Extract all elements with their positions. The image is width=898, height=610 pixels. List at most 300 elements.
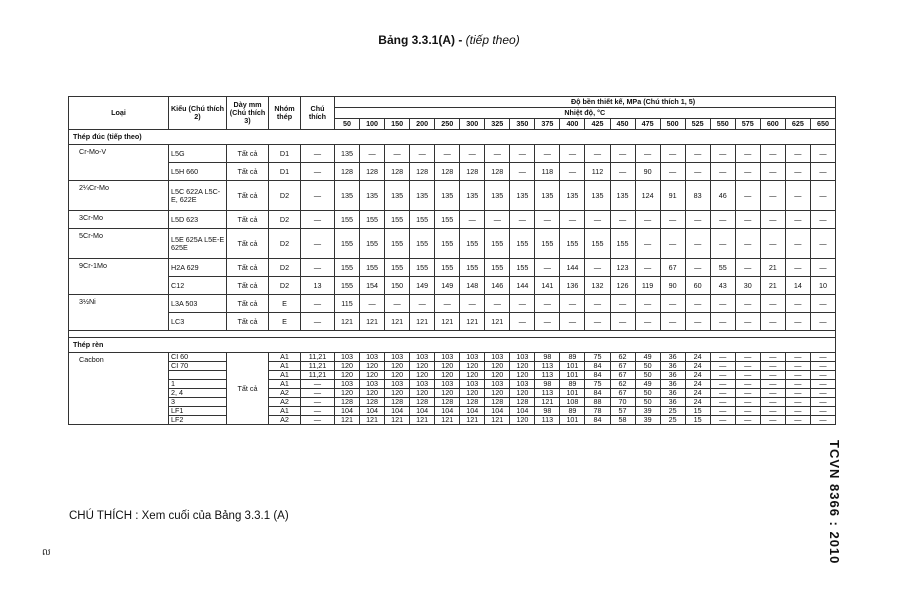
strength-value: — bbox=[460, 211, 485, 229]
strength-value: 24 bbox=[685, 353, 710, 362]
grade-label: 3Cr-Mo bbox=[69, 211, 169, 229]
strength-value: — bbox=[635, 145, 660, 163]
strength-value: — bbox=[810, 353, 835, 362]
strength-value: 155 bbox=[385, 229, 410, 259]
strength-value: 50 bbox=[635, 389, 660, 398]
strength-value: — bbox=[585, 313, 610, 331]
strength-value: — bbox=[610, 211, 635, 229]
strength-value: 128 bbox=[335, 163, 360, 181]
strength-value: 24 bbox=[685, 362, 710, 371]
strength-value: — bbox=[760, 295, 785, 313]
strength-value: — bbox=[460, 295, 485, 313]
strength-value: 103 bbox=[410, 353, 435, 362]
note-cell: 11,21 bbox=[301, 353, 335, 362]
temp-header: 475 bbox=[635, 119, 660, 130]
strength-value: — bbox=[810, 163, 835, 181]
strength-value: 104 bbox=[435, 407, 460, 416]
col-nhiet-do: Nhiệt độ, °C bbox=[335, 108, 836, 119]
strength-value: — bbox=[385, 145, 410, 163]
kieu-cell bbox=[169, 371, 227, 380]
strength-value: 75 bbox=[585, 353, 610, 362]
grade-label: 3½Ni bbox=[69, 295, 169, 331]
strength-value: 150 bbox=[385, 277, 410, 295]
strength-value: 84 bbox=[585, 371, 610, 380]
strength-value: 90 bbox=[660, 277, 685, 295]
kieu-cell: CI 60 bbox=[169, 353, 227, 362]
group-cell: D2 bbox=[269, 211, 301, 229]
strength-value: — bbox=[660, 145, 685, 163]
note-cell: — bbox=[301, 163, 335, 181]
strength-value: 101 bbox=[560, 371, 585, 380]
strength-value: — bbox=[685, 145, 710, 163]
strength-value: 10 bbox=[810, 277, 835, 295]
strength-value: 135 bbox=[435, 181, 460, 211]
strength-value: — bbox=[785, 362, 810, 371]
strength-value: 121 bbox=[410, 313, 435, 331]
strength-value: 120 bbox=[460, 362, 485, 371]
strength-value: — bbox=[785, 181, 810, 211]
section-row bbox=[69, 338, 836, 353]
strength-value: 120 bbox=[385, 362, 410, 371]
strength-value: 15 bbox=[685, 407, 710, 416]
strength-value: 128 bbox=[435, 163, 460, 181]
strength-value: — bbox=[535, 313, 560, 331]
strength-value: 155 bbox=[510, 229, 535, 259]
strength-value: 50 bbox=[635, 362, 660, 371]
thickness-cell: Tất cả bbox=[227, 313, 269, 331]
strength-value: 84 bbox=[585, 389, 610, 398]
table-row bbox=[69, 259, 836, 277]
strength-value: 83 bbox=[685, 181, 710, 211]
strength-value: 121 bbox=[410, 416, 435, 425]
group-cell: A1 bbox=[269, 371, 301, 380]
strength-value: — bbox=[785, 145, 810, 163]
kieu-cell: LF1 bbox=[169, 407, 227, 416]
strength-value: 121 bbox=[460, 313, 485, 331]
strength-value: — bbox=[510, 295, 535, 313]
thickness-cell: Tất cả bbox=[227, 163, 269, 181]
strength-value: 155 bbox=[335, 277, 360, 295]
group-cell: D2 bbox=[269, 229, 301, 259]
col-kieu: Kiểu (Chú thích 2) bbox=[169, 97, 227, 130]
strength-value: 108 bbox=[560, 398, 585, 407]
strength-value: — bbox=[785, 407, 810, 416]
temp-header: 100 bbox=[360, 119, 385, 130]
strength-value: 67 bbox=[660, 259, 685, 277]
strength-value: 120 bbox=[485, 362, 510, 371]
strength-value: 36 bbox=[660, 353, 685, 362]
strength-value: — bbox=[535, 211, 560, 229]
strength-value: — bbox=[760, 163, 785, 181]
strength-value: 128 bbox=[410, 163, 435, 181]
strength-value: 121 bbox=[435, 416, 460, 425]
strength-value: — bbox=[635, 295, 660, 313]
strength-value: 36 bbox=[660, 362, 685, 371]
strength-value: 30 bbox=[735, 277, 760, 295]
strength-value: 128 bbox=[510, 398, 535, 407]
temp-header: 425 bbox=[585, 119, 610, 130]
strength-value: 25 bbox=[660, 407, 685, 416]
strength-value: — bbox=[810, 398, 835, 407]
strength-value: 84 bbox=[585, 416, 610, 425]
strength-value: — bbox=[785, 295, 810, 313]
strength-value: 155 bbox=[385, 211, 410, 229]
strength-value: 112 bbox=[585, 163, 610, 181]
strength-value: 103 bbox=[335, 380, 360, 389]
strength-value: — bbox=[635, 229, 660, 259]
strength-value: 144 bbox=[560, 259, 585, 277]
strength-value: 120 bbox=[385, 389, 410, 398]
strength-value: 155 bbox=[335, 211, 360, 229]
strength-value: 155 bbox=[410, 229, 435, 259]
note-cell: — bbox=[301, 145, 335, 163]
strength-value: 62 bbox=[610, 380, 635, 389]
strength-value: 67 bbox=[610, 371, 635, 380]
strength-value: — bbox=[735, 181, 760, 211]
strength-value: — bbox=[410, 145, 435, 163]
strength-value: 104 bbox=[360, 407, 385, 416]
strength-value: 155 bbox=[435, 229, 460, 259]
note-cell: — bbox=[301, 389, 335, 398]
strength-value: 121 bbox=[435, 313, 460, 331]
group-cell: A2 bbox=[269, 398, 301, 407]
strength-value: — bbox=[785, 389, 810, 398]
strength-value: — bbox=[735, 407, 760, 416]
strength-value: 24 bbox=[685, 398, 710, 407]
strength-value: — bbox=[510, 163, 535, 181]
kieu-cell: L5H 660 bbox=[169, 163, 227, 181]
strength-value: 55 bbox=[710, 259, 735, 277]
strength-value: — bbox=[660, 229, 685, 259]
kieu-cell: 1 bbox=[169, 380, 227, 389]
group-cell: A2 bbox=[269, 389, 301, 398]
strength-value: — bbox=[710, 145, 735, 163]
strength-value: 89 bbox=[560, 407, 585, 416]
strength-value: — bbox=[635, 211, 660, 229]
strength-value: 36 bbox=[660, 380, 685, 389]
strength-value: 120 bbox=[410, 371, 435, 380]
strength-value: 128 bbox=[460, 398, 485, 407]
strength-value: — bbox=[735, 398, 760, 407]
strength-value: 155 bbox=[560, 229, 585, 259]
strength-value: 155 bbox=[585, 229, 610, 259]
strength-value: 120 bbox=[485, 389, 510, 398]
strength-value: — bbox=[760, 371, 785, 380]
strength-value: — bbox=[710, 416, 735, 425]
table-row bbox=[69, 295, 836, 313]
group-cell: D1 bbox=[269, 163, 301, 181]
strength-value: — bbox=[810, 211, 835, 229]
col-do-ben: Độ bền thiết kế, MPa (Chú thích 1, 5) bbox=[335, 97, 836, 108]
strength-value: — bbox=[535, 145, 560, 163]
strength-value: 121 bbox=[385, 416, 410, 425]
strength-value: — bbox=[785, 163, 810, 181]
strength-value: 91 bbox=[660, 181, 685, 211]
group-cell: A2 bbox=[269, 416, 301, 425]
strength-value: 119 bbox=[635, 277, 660, 295]
strength-value: 120 bbox=[335, 389, 360, 398]
note-cell: 11,21 bbox=[301, 362, 335, 371]
strength-value: 124 bbox=[635, 181, 660, 211]
temp-header: 150 bbox=[385, 119, 410, 130]
col-loai: Loại bbox=[69, 97, 169, 130]
strength-value: 120 bbox=[460, 389, 485, 398]
strength-value: — bbox=[785, 353, 810, 362]
strength-value: 104 bbox=[385, 407, 410, 416]
temp-header: 200 bbox=[410, 119, 435, 130]
note-cell: — bbox=[301, 398, 335, 407]
strength-value: 103 bbox=[435, 380, 460, 389]
design-strength-table bbox=[68, 96, 836, 425]
table-row bbox=[69, 181, 836, 211]
strength-value: 128 bbox=[385, 163, 410, 181]
strength-value: — bbox=[735, 229, 760, 259]
strength-value: — bbox=[760, 353, 785, 362]
strength-value: 50 bbox=[635, 371, 660, 380]
strength-value: 24 bbox=[685, 380, 710, 389]
strength-value: 21 bbox=[760, 259, 785, 277]
strength-value: 135 bbox=[460, 181, 485, 211]
table-title bbox=[0, 33, 898, 47]
table-row bbox=[69, 407, 836, 416]
strength-value: 135 bbox=[385, 181, 410, 211]
table-row bbox=[69, 389, 836, 398]
strength-value: 103 bbox=[335, 353, 360, 362]
strength-value: 120 bbox=[510, 416, 535, 425]
strength-value: 60 bbox=[685, 277, 710, 295]
strength-value: — bbox=[710, 371, 735, 380]
group-cell: A1 bbox=[269, 380, 301, 389]
strength-value: 88 bbox=[585, 398, 610, 407]
strength-value: 155 bbox=[335, 259, 360, 277]
note-cell: — bbox=[301, 407, 335, 416]
strength-value: 120 bbox=[435, 371, 460, 380]
strength-value: 120 bbox=[510, 371, 535, 380]
strength-value: — bbox=[585, 295, 610, 313]
strength-value: 101 bbox=[560, 416, 585, 425]
strength-value: — bbox=[360, 295, 385, 313]
strength-value: 155 bbox=[410, 259, 435, 277]
strength-value: — bbox=[360, 145, 385, 163]
strength-value: 149 bbox=[435, 277, 460, 295]
temp-header: 400 bbox=[560, 119, 585, 130]
grade-label: Cr-Mo-V bbox=[69, 145, 169, 181]
strength-value: 103 bbox=[460, 353, 485, 362]
temp-header: 625 bbox=[785, 119, 810, 130]
strength-value: — bbox=[435, 295, 460, 313]
title-sub: (tiếp theo) bbox=[465, 33, 520, 47]
strength-value: 104 bbox=[510, 407, 535, 416]
strength-value: — bbox=[560, 145, 585, 163]
strength-value: — bbox=[810, 416, 835, 425]
strength-value: — bbox=[810, 389, 835, 398]
strength-value: 132 bbox=[585, 277, 610, 295]
strength-value: 120 bbox=[435, 362, 460, 371]
strength-value: — bbox=[685, 295, 710, 313]
strength-value: 136 bbox=[560, 277, 585, 295]
strength-value: 103 bbox=[460, 380, 485, 389]
strength-value: 155 bbox=[485, 229, 510, 259]
spacer-row bbox=[69, 331, 836, 338]
strength-value: 90 bbox=[635, 163, 660, 181]
section-title: Thép rèn bbox=[69, 338, 836, 353]
grade-label: Cacbon bbox=[69, 353, 169, 425]
strength-value: 121 bbox=[335, 416, 360, 425]
standard-code: TCVN 8366 : 2010 bbox=[827, 440, 842, 565]
strength-value: — bbox=[560, 211, 585, 229]
strength-value: — bbox=[585, 145, 610, 163]
strength-value: — bbox=[760, 313, 785, 331]
kieu-cell: C12 bbox=[169, 277, 227, 295]
strength-value: — bbox=[560, 313, 585, 331]
col-day: Dày mm (Chú thích 3) bbox=[227, 97, 269, 130]
strength-value: — bbox=[685, 313, 710, 331]
note-cell: — bbox=[301, 259, 335, 277]
temp-header: 300 bbox=[460, 119, 485, 130]
strength-value: — bbox=[660, 211, 685, 229]
strength-value: 67 bbox=[610, 362, 635, 371]
strength-value: — bbox=[785, 211, 810, 229]
table-body bbox=[69, 130, 836, 425]
note-cell: — bbox=[301, 295, 335, 313]
strength-value: 120 bbox=[460, 371, 485, 380]
temp-header: 350 bbox=[510, 119, 535, 130]
strength-value: 75 bbox=[585, 380, 610, 389]
strength-value: 101 bbox=[560, 389, 585, 398]
strength-value: 120 bbox=[410, 362, 435, 371]
strength-value: 135 bbox=[335, 145, 360, 163]
strength-value: — bbox=[685, 259, 710, 277]
strength-value: 98 bbox=[535, 353, 560, 362]
strength-value: 120 bbox=[485, 371, 510, 380]
strength-value: 135 bbox=[585, 181, 610, 211]
temp-header: 325 bbox=[485, 119, 510, 130]
strength-value: — bbox=[535, 295, 560, 313]
strength-value: — bbox=[710, 313, 735, 331]
strength-value: 128 bbox=[385, 398, 410, 407]
strength-value: 155 bbox=[360, 229, 385, 259]
strength-value: — bbox=[710, 389, 735, 398]
group-cell: D1 bbox=[269, 145, 301, 163]
group-cell: A1 bbox=[269, 353, 301, 362]
note-cell: — bbox=[301, 211, 335, 229]
kieu-cell: 2, 4 bbox=[169, 389, 227, 398]
strength-value: — bbox=[810, 380, 835, 389]
strength-value: 128 bbox=[485, 163, 510, 181]
strength-value: 121 bbox=[460, 416, 485, 425]
strength-value: 104 bbox=[335, 407, 360, 416]
strength-value: 24 bbox=[685, 371, 710, 380]
strength-value: 128 bbox=[485, 398, 510, 407]
strength-value: — bbox=[660, 163, 685, 181]
strength-value: 89 bbox=[560, 380, 585, 389]
strength-value: 128 bbox=[360, 163, 385, 181]
strength-value: 113 bbox=[535, 371, 560, 380]
note-cell: — bbox=[301, 229, 335, 259]
strength-value: 155 bbox=[385, 259, 410, 277]
page-mark: ល bbox=[42, 547, 51, 557]
strength-value: — bbox=[785, 313, 810, 331]
table-row bbox=[69, 353, 836, 362]
strength-value: 121 bbox=[335, 313, 360, 331]
strength-value: 103 bbox=[410, 380, 435, 389]
strength-value: — bbox=[760, 398, 785, 407]
strength-value: 36 bbox=[660, 371, 685, 380]
strength-value: 58 bbox=[610, 416, 635, 425]
strength-value: 149 bbox=[410, 277, 435, 295]
strength-value: — bbox=[585, 211, 610, 229]
group-cell: A1 bbox=[269, 362, 301, 371]
strength-value: 155 bbox=[360, 211, 385, 229]
table-row bbox=[69, 229, 836, 259]
strength-value: 39 bbox=[635, 407, 660, 416]
strength-value: 128 bbox=[410, 398, 435, 407]
table-row bbox=[69, 398, 836, 407]
strength-value: 141 bbox=[535, 277, 560, 295]
strength-value: 121 bbox=[535, 398, 560, 407]
strength-value: 154 bbox=[360, 277, 385, 295]
temp-header: 575 bbox=[735, 119, 760, 130]
strength-value: — bbox=[735, 295, 760, 313]
strength-value: — bbox=[710, 407, 735, 416]
temp-header: 525 bbox=[685, 119, 710, 130]
strength-value: 101 bbox=[560, 362, 585, 371]
strength-value: 128 bbox=[435, 398, 460, 407]
strength-value: 146 bbox=[485, 277, 510, 295]
table-row bbox=[69, 277, 836, 295]
strength-value: — bbox=[785, 416, 810, 425]
kieu-cell: 3 bbox=[169, 398, 227, 407]
thickness-cell: Tất cả bbox=[227, 145, 269, 163]
strength-value: 120 bbox=[335, 371, 360, 380]
strength-value: — bbox=[685, 229, 710, 259]
strength-value: — bbox=[710, 353, 735, 362]
strength-value: 103 bbox=[485, 380, 510, 389]
strength-value: 98 bbox=[535, 407, 560, 416]
strength-value: 104 bbox=[410, 407, 435, 416]
strength-value: — bbox=[760, 145, 785, 163]
strength-value: 155 bbox=[335, 229, 360, 259]
strength-value: — bbox=[510, 313, 535, 331]
group-cell: E bbox=[269, 313, 301, 331]
strength-value: — bbox=[760, 416, 785, 425]
strength-value: — bbox=[635, 259, 660, 277]
strength-value: 135 bbox=[485, 181, 510, 211]
strength-value: 46 bbox=[710, 181, 735, 211]
strength-value: — bbox=[760, 389, 785, 398]
note-cell: 13 bbox=[301, 277, 335, 295]
strength-value: — bbox=[735, 313, 760, 331]
strength-value: 98 bbox=[535, 380, 560, 389]
strength-value: 49 bbox=[635, 380, 660, 389]
strength-value: 103 bbox=[485, 353, 510, 362]
strength-value: 103 bbox=[385, 353, 410, 362]
note-cell: — bbox=[301, 181, 335, 211]
strength-value: 62 bbox=[610, 353, 635, 362]
strength-value: 155 bbox=[510, 259, 535, 277]
strength-value: — bbox=[735, 371, 760, 380]
strength-value: — bbox=[685, 211, 710, 229]
strength-value: — bbox=[735, 145, 760, 163]
temp-header: 450 bbox=[610, 119, 635, 130]
strength-value: — bbox=[810, 407, 835, 416]
strength-value: 118 bbox=[535, 163, 560, 181]
strength-value: 121 bbox=[360, 313, 385, 331]
strength-value: 120 bbox=[435, 389, 460, 398]
strength-value: 70 bbox=[610, 398, 635, 407]
temp-header: 650 bbox=[810, 119, 835, 130]
strength-value: 25 bbox=[660, 416, 685, 425]
